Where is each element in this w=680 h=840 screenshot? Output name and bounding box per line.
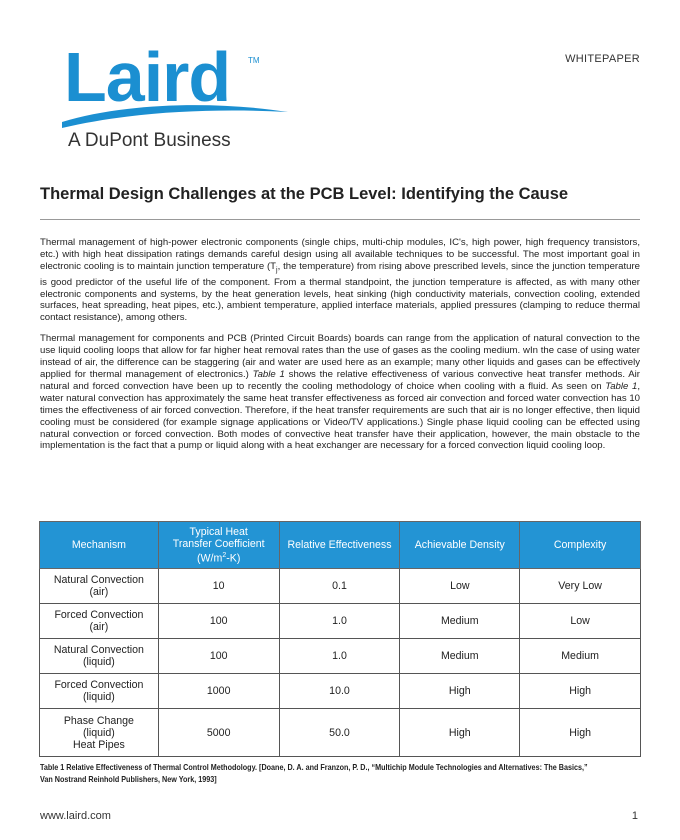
table-header-row xyxy=(40,522,641,569)
mechanism-line-1: Forced Convection xyxy=(54,679,144,691)
page-title: Thermal Design Challenges at the PCB Level: Identifying the Cause xyxy=(40,185,569,203)
header-coef-unit: (W/m xyxy=(197,552,223,565)
body-text xyxy=(40,237,640,461)
cell-coefficient: 100 xyxy=(158,639,279,674)
table-row xyxy=(40,709,641,757)
table-row xyxy=(40,604,641,639)
logo-wordmark: Laird xyxy=(64,38,231,116)
junction-subscript: j xyxy=(276,266,278,274)
paragraph-2-part-b: shows the relative effectiveness of various convective heat transfer methods. Air natural and forced convection have been up to recently the cooling methodology of choice when cooling with a fluid. As seen on xyxy=(40,368,640,392)
header-mechanism: Mechanism xyxy=(40,522,159,569)
header-relative-effectiveness: Relative Effectiveness xyxy=(279,522,400,569)
cell-complexity: Medium xyxy=(520,639,641,674)
cell-density: High xyxy=(400,674,520,709)
cell-mechanism xyxy=(40,709,159,757)
header-achievable-density: Achievable Density xyxy=(400,522,520,569)
cell-mechanism xyxy=(40,569,159,604)
cell-complexity: Very Low xyxy=(520,569,641,604)
paragraph-2-part-a: Thermal management for components and PCB (Printed Circuit Boards) boards can range from the application of natural convection to the use liquid cooling loops that allow for far higher heat removal rates than the use of gases as the cooling medium. wIn the case of using water instead of air, the difference can be staggering (air and water are used here as an example; many other liquids and gases can be effectively applied for thermal management of electronics.) xyxy=(40,333,640,380)
page-number: 1 xyxy=(631,810,638,822)
footer-website-link[interactable]: www.laird.com xyxy=(40,810,111,822)
caption-line-2: Van Nostrand Reinhold Publishers, New York, 1993] xyxy=(40,774,217,784)
cell-density: High xyxy=(400,709,520,757)
mechanism-line-2: (liquid) xyxy=(83,691,115,703)
table-reference: Table 1 xyxy=(605,380,638,392)
mechanism-line-2: (air) xyxy=(89,586,109,598)
logo-subtitle: A DuPont Business xyxy=(68,130,231,151)
cell-effectiveness: 1.0 xyxy=(279,639,400,674)
cell-coefficient: 10 xyxy=(158,569,279,604)
title-divider xyxy=(40,219,640,220)
header-coef-unit-end: -K) xyxy=(226,552,241,565)
header-complexity: Complexity xyxy=(520,522,641,569)
cell-coefficient: 100 xyxy=(158,604,279,639)
cell-mechanism xyxy=(40,674,159,709)
table-caption xyxy=(40,761,588,785)
mechanism-line-2: (liquid) xyxy=(83,656,115,668)
cell-effectiveness: 10.0 xyxy=(279,674,400,709)
cell-effectiveness: 0.1 xyxy=(279,569,400,604)
mechanism-line-3: Heat Pipes xyxy=(72,738,125,751)
table-row xyxy=(40,674,641,709)
header-coef-line-1: Typical Heat xyxy=(189,525,248,538)
paragraph-1 xyxy=(40,237,640,324)
cell-complexity: Low xyxy=(520,604,641,639)
header-coef-exponent: 2 xyxy=(222,551,227,559)
cell-coefficient: 5000 xyxy=(158,709,279,757)
mechanism-line-1: Natural Convection xyxy=(53,574,144,586)
cell-complexity: High xyxy=(520,709,641,757)
logo-trademark: TM xyxy=(248,56,260,65)
mechanism-line-2: (air) xyxy=(89,621,109,633)
table-row xyxy=(40,569,641,604)
paragraph-1-part-b: , the temperature) from rising above prescribed levels, since the junction temperature is good predictor of the useful life of the component. From a thermal standpoint, the junction temperature is affected, as with many other electronic components and systems, by the heat generation levels, heat sinking (high conductivity materials, convection cooling, extended surfaces, heat spreading, heat pipes, etc.), ambient temperature, applied interface materials, applied pressures (clamping to reduce thermal contact resistance), among others. xyxy=(40,260,640,324)
header-heat-transfer-coefficient xyxy=(158,522,279,569)
table-row xyxy=(40,639,641,674)
cell-effectiveness: 1.0 xyxy=(279,604,400,639)
paragraph-1-part-a: Thermal management of high-power electronic components (single chips, multi-chip modules, IC's, high power, high frequency transistors, etc.) with high heat dissipation ratings demands careful design using all available techniques to be successful. The most important goal in electronic cooling is to maintain junction temperature (T xyxy=(40,237,640,272)
mechanism-line-1: Forced Convection xyxy=(54,609,144,621)
table-reference: Table 1 xyxy=(252,368,285,380)
paragraph-2-part-c: , water natural convection has approximately the same heat transfer effectiveness as forced air convection and forced water convection has 10 times the effectiveness of air forced convection. Therefore, if the heat transfer requirements are such that air is no longer effective, then liquid cooling must be considered (for example signage applications or Video/TV applications.) Single phase liquid cooling can be effected using natural convection or forced convection. Both modes of convective heat transfer have their application, however, the main obstacle to the implementation is the fact that a pump or liquid along with a heat exchanger are necessary for a forced convection liquid cooling loop. xyxy=(40,380,640,452)
header-coef-line-2: Transfer Coefficient xyxy=(172,537,265,550)
cell-density: Medium xyxy=(400,639,520,674)
cell-density: Low xyxy=(400,569,520,604)
caption-line-1: Table 1 Relative Effectiveness of Thermal Control Methodology. [Doane, D. A. and Franzon, P. D., “Multichip Module Technologies and Alternatives: The Basics,” xyxy=(40,762,588,772)
mechanism-line-2: (liquid) xyxy=(83,726,115,739)
cell-effectiveness: 50.0 xyxy=(279,709,400,757)
cell-density: Medium xyxy=(400,604,520,639)
cell-mechanism xyxy=(40,604,159,639)
cell-mechanism xyxy=(40,639,159,674)
effectiveness-table xyxy=(39,521,641,757)
paragraph-2 xyxy=(40,333,640,452)
cell-complexity: High xyxy=(520,674,641,709)
cell-coefficient: 1000 xyxy=(158,674,279,709)
mechanism-line-1: Phase Change xyxy=(63,714,134,727)
mechanism-line-1: Natural Convection xyxy=(53,644,144,656)
document-type-label: WHITEPAPER xyxy=(565,53,640,65)
laird-logo xyxy=(60,38,290,160)
